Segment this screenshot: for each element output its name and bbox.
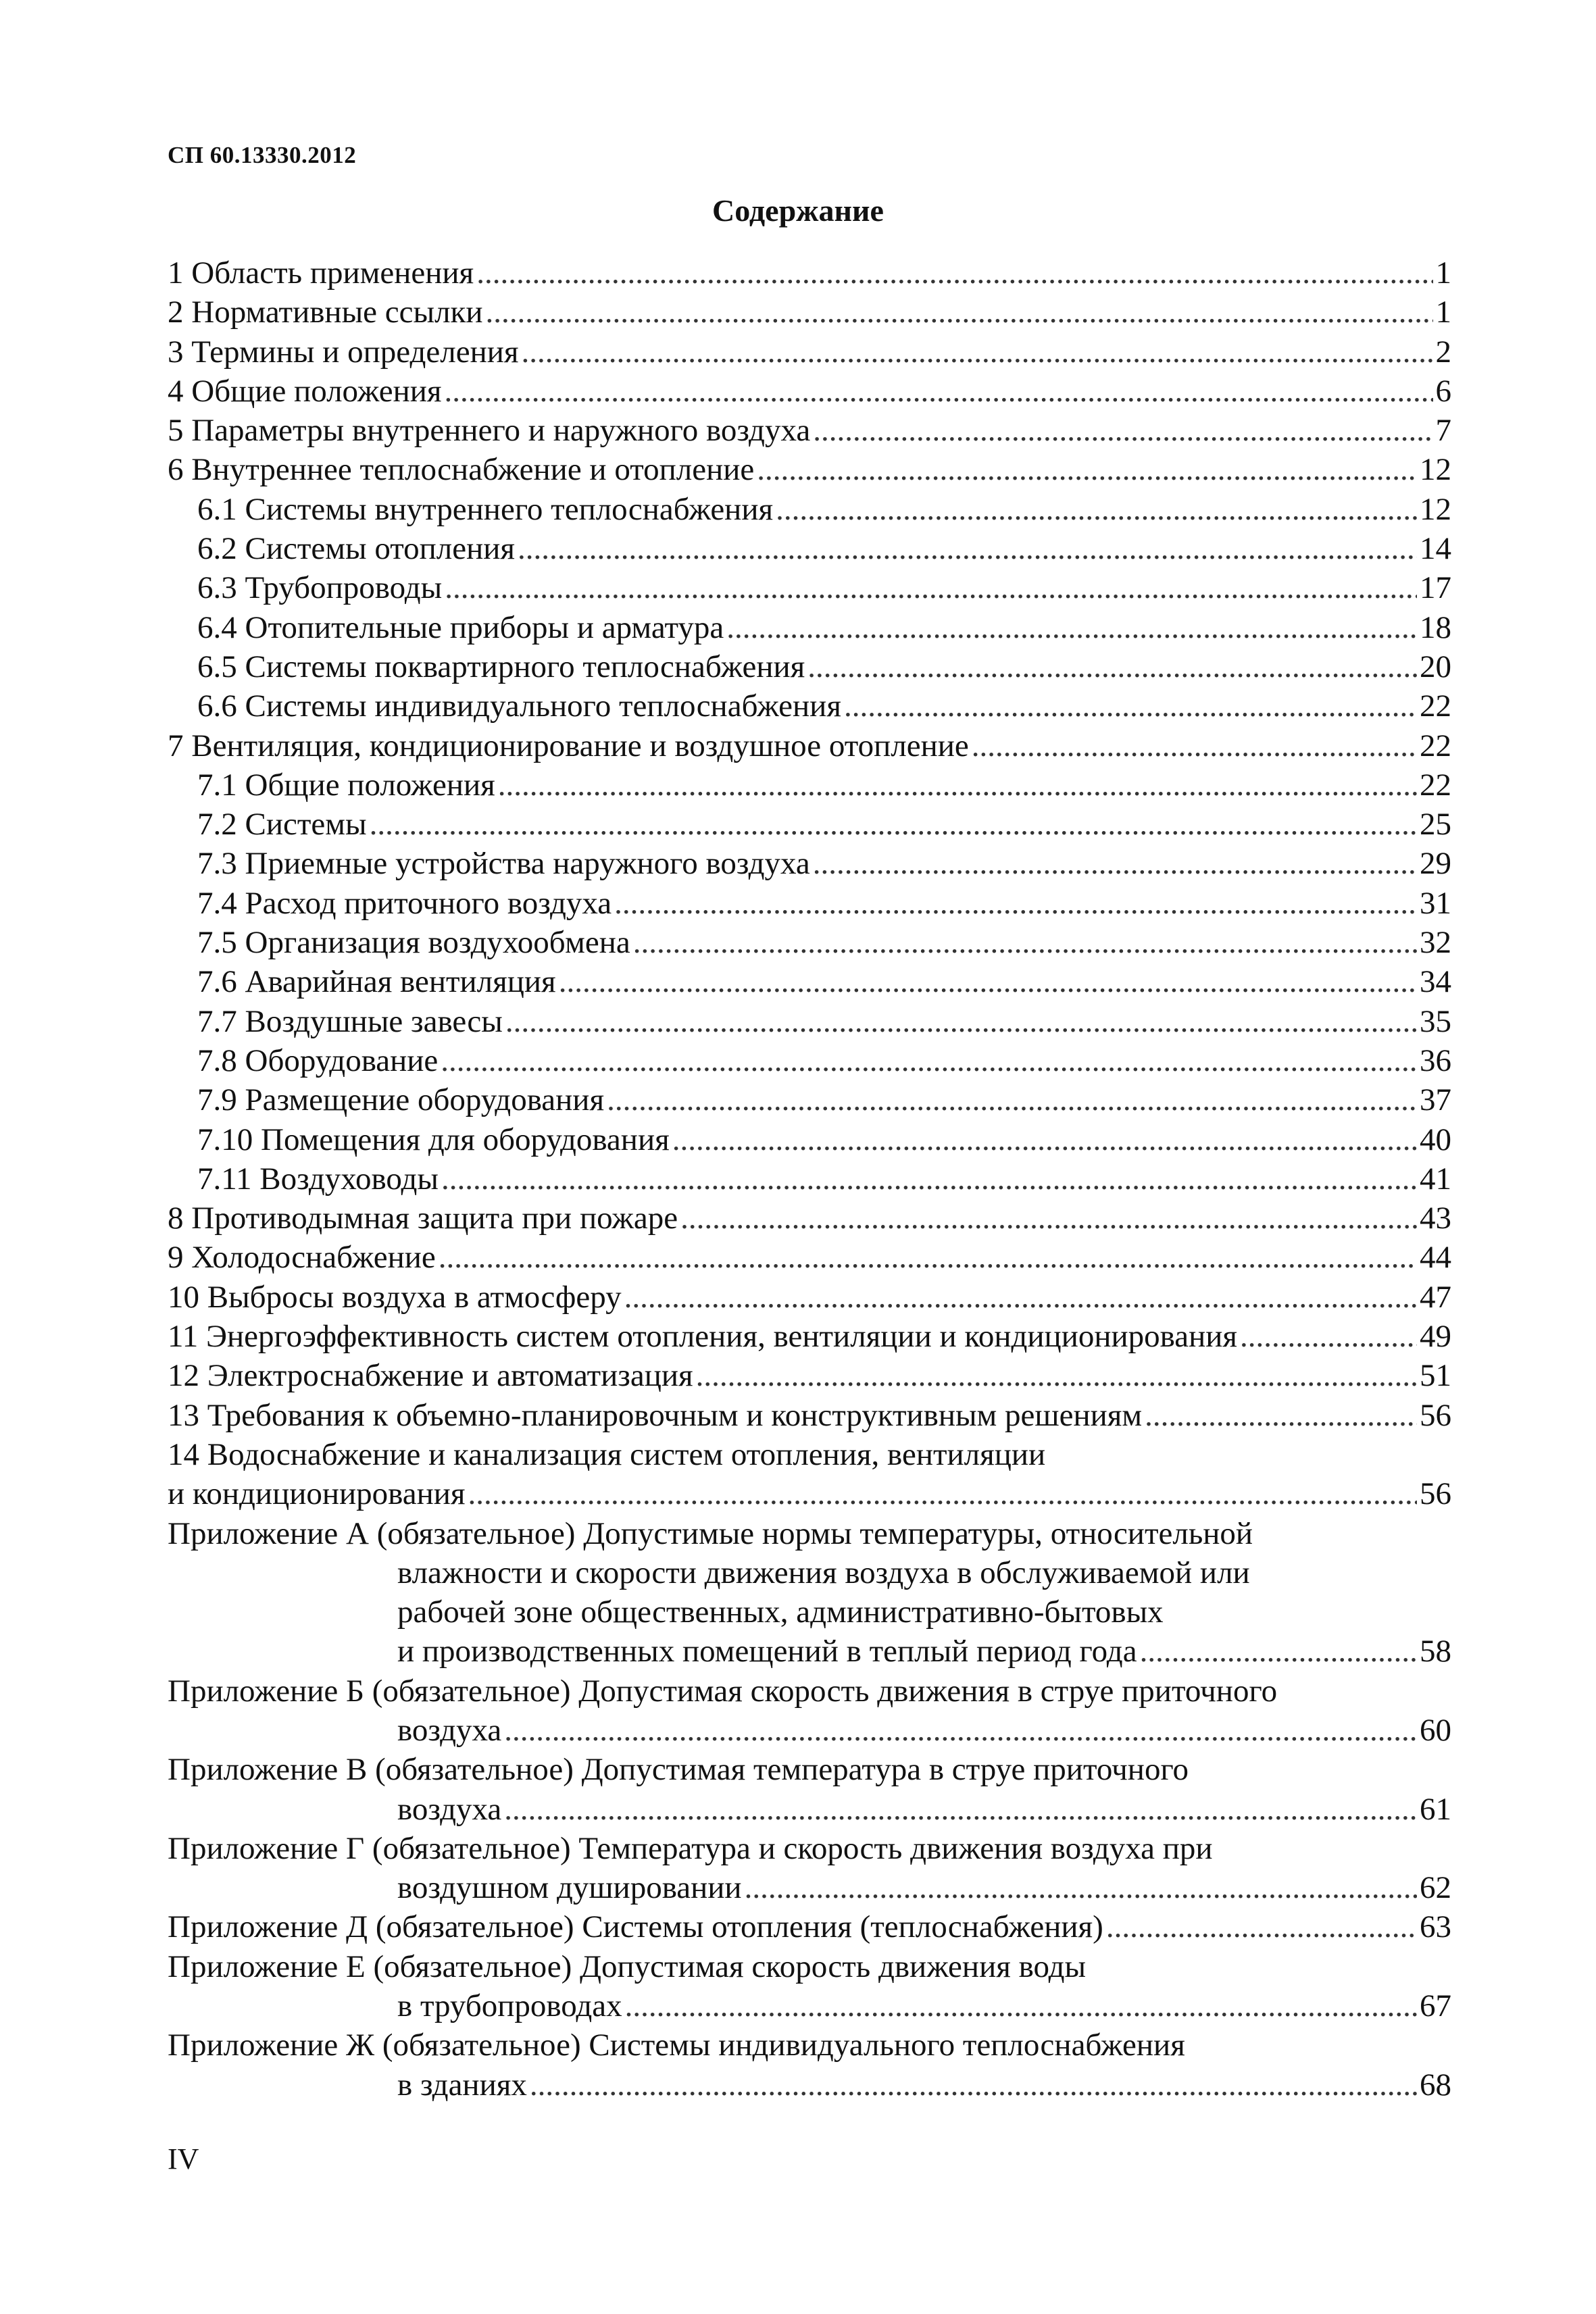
toc-page-number: 68 xyxy=(1420,2067,1451,2103)
toc-entry[interactable] xyxy=(168,1238,1451,1277)
toc-entry-text: 6.1 Системы внутреннего теплоснабжения xyxy=(197,491,774,527)
toc-entry-text-continued: и производственных помещений в теплый период года xyxy=(397,1634,1137,1669)
toc-entry-text-continued: воздуха xyxy=(397,1712,502,1748)
dot-leader xyxy=(445,372,1433,411)
toc-entry-last-line xyxy=(168,1632,1451,1671)
toc-page-number: 1 xyxy=(1435,255,1451,291)
toc-subentry[interactable] xyxy=(168,490,1451,529)
toc-entry-text: Приложение В (обязательное) Допустимая температура в струе приточного xyxy=(168,1752,1189,1788)
toc-title: Содержание xyxy=(712,193,884,228)
toc-entry-text: 7.8 Оборудование xyxy=(197,1042,439,1078)
toc-entry-last-line xyxy=(168,1474,1451,1513)
dot-leader xyxy=(1145,1396,1417,1435)
toc-page-number: 61 xyxy=(1420,1791,1451,1827)
toc-entry-text: 7.10 Помещения для оборудования xyxy=(197,1122,670,1157)
toc-subentry[interactable] xyxy=(168,1159,1451,1199)
toc-page-number: 44 xyxy=(1420,1240,1451,1276)
dot-leader xyxy=(441,1041,1417,1080)
dot-leader xyxy=(1106,1907,1417,1946)
toc-entry-last-line xyxy=(168,1711,1451,1750)
toc-subentry[interactable] xyxy=(168,568,1451,607)
toc-subentry[interactable] xyxy=(168,1120,1451,1159)
dot-leader xyxy=(745,1868,1417,1907)
toc-subentry[interactable] xyxy=(168,962,1451,1001)
dot-leader xyxy=(504,1711,1417,1750)
toc-entry-text: 6.4 Отопительные приборы и арматура xyxy=(197,609,724,645)
toc-page-number: 1 xyxy=(1435,295,1451,330)
toc-entry-text: 6.5 Системы поквартирного теплоснабжения xyxy=(197,649,805,684)
toc-entry-text: Приложение Е (обязательное) Допустимая скорость движения воды xyxy=(168,1948,1087,1984)
toc-entry-text: 7 Вентиляция, кондиционирование и воздушное отопление xyxy=(168,728,969,763)
dot-leader xyxy=(776,490,1417,529)
dot-leader xyxy=(1140,1632,1417,1671)
toc-entry-text-continued: в зданиях xyxy=(397,2067,527,2103)
toc-subentry[interactable] xyxy=(168,1041,1451,1080)
toc-entry-text: 5 Параметры внутреннего и наружного воздуха xyxy=(168,413,811,449)
dot-leader xyxy=(726,608,1417,647)
toc-entry[interactable] xyxy=(168,411,1451,450)
toc-page-number: 32 xyxy=(1420,925,1451,961)
toc-entry-text: 7.2 Системы xyxy=(197,807,367,842)
toc-entry-text-continued: воздушном душировании xyxy=(397,1870,742,1906)
dot-leader xyxy=(807,647,1417,686)
toc-subentry[interactable] xyxy=(168,1080,1451,1120)
toc-page-number: 67 xyxy=(1420,1988,1451,2024)
toc-entry[interactable] xyxy=(168,1317,1451,1356)
toc-entry[interactable] xyxy=(168,1199,1451,1238)
dot-leader xyxy=(370,805,1417,844)
toc-page-number: 51 xyxy=(1420,1358,1451,1394)
dot-leader xyxy=(486,293,1433,332)
toc-page-number: 62 xyxy=(1420,1870,1451,1906)
dot-leader xyxy=(1240,1317,1417,1356)
toc-entry-text: 7.4 Расход приточного воздуха xyxy=(197,885,612,921)
dot-leader xyxy=(505,1002,1417,1041)
toc-entry-text: 3 Термины и определения xyxy=(168,334,519,370)
toc-subentry[interactable] xyxy=(168,608,1451,647)
dot-leader xyxy=(441,1159,1417,1199)
toc-appendix-entry[interactable] xyxy=(168,1829,1451,1908)
toc-entry-text-continued: и кондиционирования xyxy=(168,1476,466,1512)
dot-leader xyxy=(680,1199,1417,1238)
toc-page-number: 22 xyxy=(1420,767,1451,803)
footer-page-number: IV xyxy=(168,2142,199,2175)
toc-entry[interactable] xyxy=(168,372,1451,411)
dot-leader xyxy=(696,1356,1417,1395)
dot-leader xyxy=(624,1278,1417,1317)
dot-leader xyxy=(614,884,1417,923)
toc-entry-text: Приложение А (обязательное) Допустимые нормы температуры, относительной xyxy=(168,1515,1253,1551)
dot-leader xyxy=(633,923,1417,962)
toc-entry-text: 14 Водоснабжение и канализация систем отопления, вентиляции xyxy=(168,1436,1046,1472)
toc-subentry[interactable] xyxy=(168,647,1451,686)
toc-page-number: 29 xyxy=(1420,846,1451,882)
toc-page-number: 20 xyxy=(1420,649,1451,684)
toc-entry-text-continued: воздуха xyxy=(397,1791,502,1827)
toc-page-number: 56 xyxy=(1420,1476,1451,1512)
toc-subentry[interactable] xyxy=(168,884,1451,923)
toc-entry-text: 10 Выбросы воздуха в атмосферу xyxy=(168,1279,622,1315)
toc-entry-text: 6 Внутреннее теплоснабжение и отопление xyxy=(168,452,755,488)
dot-leader xyxy=(518,529,1417,568)
toc-appendix-entry[interactable] xyxy=(168,1514,1451,1671)
dot-leader xyxy=(504,1790,1417,1829)
toc-entry-last-line xyxy=(168,1790,1451,1829)
dot-leader xyxy=(476,253,1432,293)
toc-appendix-entry[interactable] xyxy=(168,1750,1451,1829)
toc-page-number: 40 xyxy=(1420,1122,1451,1157)
toc-page-number: 2 xyxy=(1435,334,1451,370)
dot-leader xyxy=(530,2065,1417,2105)
toc-subentry[interactable] xyxy=(168,765,1451,805)
toc-entry-text: 6.6 Системы индивидуального теплоснабжения xyxy=(197,688,841,724)
dot-leader xyxy=(757,450,1417,489)
toc-page-number: 6 xyxy=(1435,373,1451,409)
toc-page-number: 47 xyxy=(1420,1279,1451,1315)
toc-entry-text: 7.1 Общие положения xyxy=(197,767,495,803)
dot-leader xyxy=(625,1986,1417,2026)
dot-leader xyxy=(559,962,1417,1001)
toc-entry[interactable] xyxy=(168,293,1451,332)
toc-page-number: 17 xyxy=(1420,570,1451,606)
toc-entry-text: Приложение Г (обязательное) Температура и скорость движения воздуха при xyxy=(168,1830,1213,1866)
toc-entry-last-line xyxy=(168,2065,1451,2105)
toc-appendix-entry[interactable] xyxy=(168,1907,1451,1946)
toc-subentry[interactable] xyxy=(168,529,1451,568)
toc-page-number: 34 xyxy=(1420,964,1451,1000)
toc-entry-text: 6.3 Трубопроводы xyxy=(197,570,443,606)
dot-leader xyxy=(498,765,1417,805)
toc-page-number: 12 xyxy=(1420,452,1451,488)
toc-entry-text: 2 Нормативные ссылки xyxy=(168,295,483,330)
toc-entry-text: 13 Требования к объемно-планировочным и конструктивным решениям xyxy=(168,1397,1143,1433)
toc-entry[interactable] xyxy=(168,1356,1451,1395)
dot-leader xyxy=(439,1238,1417,1277)
toc-entry-text: 8 Противодымная защита при пожаре xyxy=(168,1201,678,1236)
toc-page-number: 36 xyxy=(1420,1042,1451,1078)
toc-entry-text: 7.11 Воздуховоды xyxy=(197,1161,439,1197)
dot-leader xyxy=(972,726,1417,765)
dot-leader xyxy=(445,568,1417,607)
toc-page-number: 25 xyxy=(1420,807,1451,842)
toc-entry-last-line xyxy=(168,1868,1451,1907)
dot-leader xyxy=(844,686,1417,726)
toc-page-number: 37 xyxy=(1420,1082,1451,1118)
dot-leader xyxy=(672,1120,1417,1159)
toc-entry-text-continued: влажности и скорости движения воздуха в обслуживаемой или xyxy=(397,1555,1250,1590)
toc-entry-text: Приложение Ж (обязательное) Системы индивидуального теплоснабжения xyxy=(168,2028,1185,2063)
toc-page-number: 60 xyxy=(1420,1712,1451,1748)
toc-subentry[interactable] xyxy=(168,805,1451,844)
toc-entry[interactable] xyxy=(168,253,1451,293)
toc-page-number: 12 xyxy=(1420,491,1451,527)
dot-leader xyxy=(813,844,1417,883)
toc-entry-text-continued: в трубопроводах xyxy=(397,1988,622,2024)
toc-page-number: 22 xyxy=(1420,688,1451,724)
toc-entry-text-continued: рабочей зоне общественных, административно-бытовых xyxy=(397,1594,1164,1630)
toc-entry-text: 11 Энергоэффективность систем отопления, вентиляции и кондиционирования xyxy=(168,1319,1238,1355)
toc-entry[interactable] xyxy=(168,726,1451,765)
toc-entry-text: 7.5 Организация воздухообмена xyxy=(197,925,630,961)
toc-page-number: 22 xyxy=(1420,728,1451,763)
toc-appendix-entry[interactable] xyxy=(168,1671,1451,1751)
toc-page-number: 35 xyxy=(1420,1003,1451,1039)
toc-entry-text: 7.3 Приемные устройства наружного воздуха xyxy=(197,846,810,882)
toc-page-number: 14 xyxy=(1420,531,1451,567)
table-of-contents xyxy=(168,253,1451,2105)
document-code: СП 60.13330.2012 xyxy=(168,142,357,168)
toc-page-number: 41 xyxy=(1420,1161,1451,1197)
toc-page-number: 31 xyxy=(1420,885,1451,921)
dot-leader xyxy=(813,411,1432,450)
toc-page-number: 43 xyxy=(1420,1201,1451,1236)
toc-appendix-entry[interactable] xyxy=(168,1947,1451,2026)
toc-subentry[interactable] xyxy=(168,686,1451,726)
toc-page-number: 49 xyxy=(1420,1319,1451,1355)
toc-entry-text: 7.7 Воздушные завесы xyxy=(197,1003,503,1039)
dot-leader xyxy=(522,332,1433,372)
toc-entry-text: Приложение Б (обязательное) Допустимая скорость движения в струе приточного xyxy=(168,1673,1278,1709)
toc-entry[interactable] xyxy=(168,450,1451,489)
toc-entry-text: Приложение Д (обязательное) Системы отопления (теплоснабжения) xyxy=(168,1909,1103,1945)
toc-page-number: 7 xyxy=(1435,413,1451,449)
toc-entry-text: 9 Холодоснабжение xyxy=(168,1240,436,1276)
toc-entry[interactable] xyxy=(168,1278,1451,1317)
toc-appendix-entry[interactable] xyxy=(168,2026,1451,2105)
dot-leader xyxy=(468,1474,1417,1513)
toc-page-number: 58 xyxy=(1420,1634,1451,1669)
toc-subentry[interactable] xyxy=(168,844,1451,883)
toc-page-number: 63 xyxy=(1420,1909,1451,1945)
toc-entry-text: 6.2 Системы отопления xyxy=(197,531,516,567)
toc-entry[interactable] xyxy=(168,1396,1451,1435)
toc-entry-text: 4 Общие положения xyxy=(168,373,442,409)
toc-page-number: 18 xyxy=(1420,609,1451,645)
toc-entry-text: 7.6 Аварийная вентиляция xyxy=(197,964,556,1000)
toc-entry-text: 12 Электроснабжение и автоматизация xyxy=(168,1358,693,1394)
toc-entry-text: 7.9 Размещение оборудования xyxy=(197,1082,605,1118)
dot-leader xyxy=(607,1080,1417,1120)
toc-entry-last-line xyxy=(168,1986,1451,2026)
toc-page-number: 56 xyxy=(1420,1397,1451,1433)
toc-subentry[interactable] xyxy=(168,923,1451,962)
toc-entry-multiline[interactable] xyxy=(168,1435,1451,1514)
toc-entry-text: 1 Область применения xyxy=(168,255,474,291)
toc-subentry[interactable] xyxy=(168,1002,1451,1041)
toc-entry[interactable] xyxy=(168,332,1451,372)
